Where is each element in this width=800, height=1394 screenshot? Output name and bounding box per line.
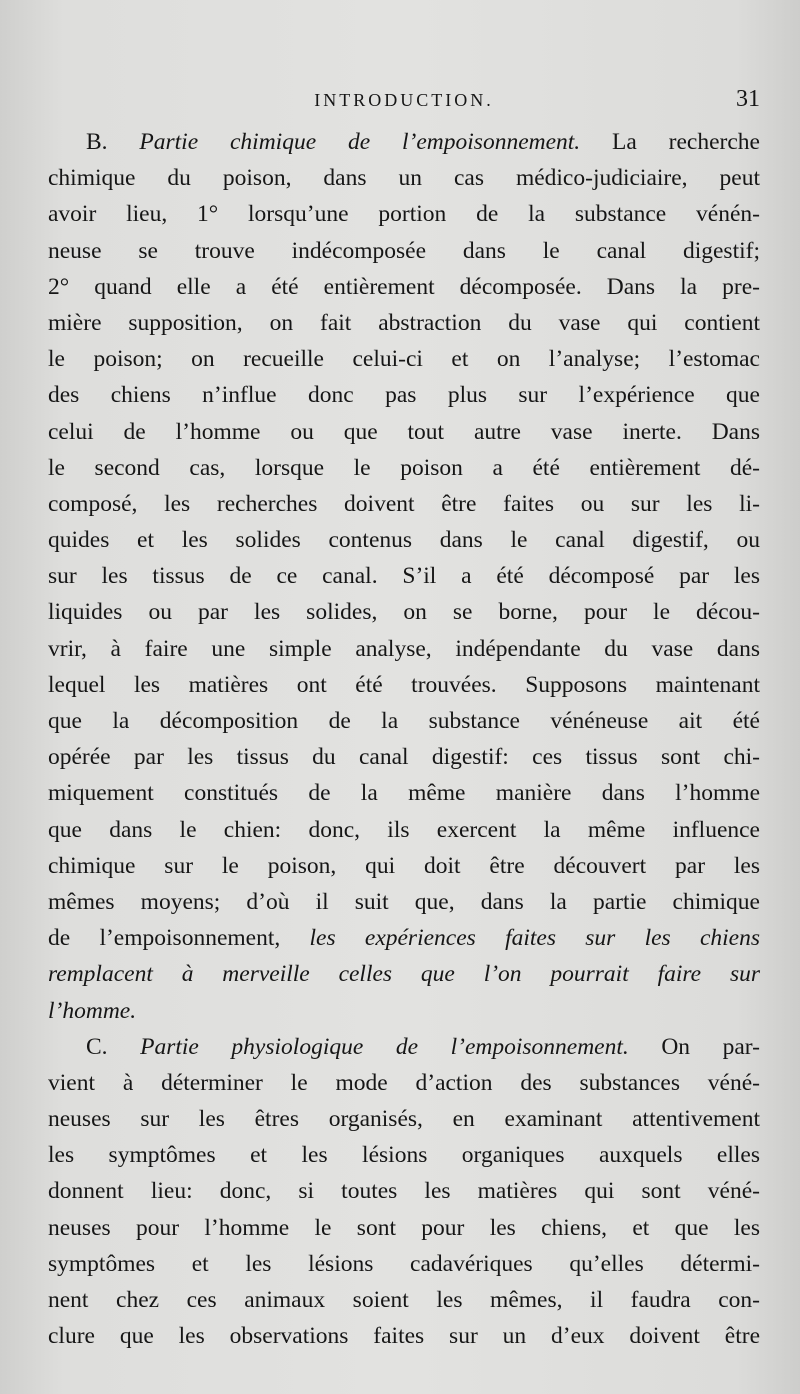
text-segment: donnent lieu: donc, si toutes les matières qui sont véné- (48, 1178, 760, 1205)
text-line (48, 1246, 760, 1282)
text-line (48, 341, 760, 377)
text-line (48, 993, 760, 1029)
text-segment: les symptômes et les lésions organiques auxquels elles (48, 1142, 760, 1169)
text-segment: clure que les observations faites sur un d’eux doivent être (48, 1323, 760, 1350)
text-segment: neuses pour l’homme le sont pour les chiens, et que les (48, 1214, 760, 1241)
text-line (48, 233, 760, 269)
italic-text: l’homme. (48, 997, 137, 1024)
text-segment: chimique du poison, dans un cas médico-judiciaire, peut (48, 165, 760, 192)
text-line (48, 884, 760, 920)
text-segment: mêmes moyens; d’où il suit que, dans la partie chimique (48, 888, 760, 915)
italic-text: les expériences faites sur les chiens (309, 925, 760, 952)
text-line (48, 956, 760, 992)
text-line (48, 450, 760, 486)
text-segment: nent chez ces animaux soient les mêmes, il faudra con- (48, 1287, 760, 1313)
text-line (48, 486, 760, 522)
text-segment: des chiens n’influe donc pas plus sur l’expérience que (48, 382, 760, 409)
text-segment: chimique sur le poison, qui doit être découvert par les (48, 852, 760, 879)
text-line (48, 920, 760, 956)
text-line (48, 1029, 760, 1065)
text-line (48, 305, 760, 341)
running-head (48, 86, 760, 116)
text-segment: opérée par les tissus du canal digestif: ces tissus sont chi- (48, 744, 760, 771)
text-line (48, 775, 760, 811)
text-segment: mière supposition, on fait abstraction du vase qui contient (48, 309, 760, 336)
text-segment: B. (86, 129, 140, 155)
text-segment: avoir lieu, 1° lorsqu’une portion de la substance vénén- (48, 201, 760, 228)
text-line (48, 377, 760, 413)
text-line (48, 522, 760, 558)
page-number: 31 (736, 86, 760, 112)
text-line (48, 1137, 760, 1173)
italic-text: Partie physiologique de l’empoisonnement. (140, 1033, 629, 1060)
text-line (48, 269, 760, 305)
text-line (48, 1065, 760, 1101)
text-segment: vrir, à faire une simple analyse, indépendante du vase dans (48, 635, 760, 662)
text-line (48, 667, 760, 703)
italic-text: remplacent à merveille celles que l’on pourrait faire sur (48, 961, 760, 988)
text-segment: sur les tissus de ce canal. S’il a été décomposé par les (48, 563, 760, 590)
text-segment: 2° quand elle a été entièrement décomposée. Dans la pre- (48, 273, 760, 300)
text-segment: quides et les solides contenus dans le canal digestif, ou (48, 527, 760, 554)
running-title: INTRODUCTION. (314, 90, 494, 110)
text-segment: La recherche (580, 129, 760, 155)
text-line (48, 812, 760, 848)
text-line (48, 1282, 760, 1318)
text-line (48, 160, 760, 196)
text-line (48, 703, 760, 739)
text-line (48, 124, 760, 160)
text-segment: neuse se trouve indécomposée dans le canal digestif; (48, 237, 760, 264)
text-line (48, 196, 760, 232)
text-line (48, 558, 760, 594)
text-line (48, 631, 760, 667)
text-line (48, 739, 760, 775)
text-line (48, 848, 760, 884)
text-segment: lequel les matières ont été trouvées. Supposons maintenant (48, 671, 760, 698)
text-line (48, 1173, 760, 1209)
text-segment: le second cas, lorsque le poison a été entièrement dé- (48, 454, 760, 481)
text-segment: neuses sur les êtres organisés, en examinant attentivement (48, 1106, 760, 1133)
text-line (48, 1210, 760, 1246)
text-line (48, 594, 760, 630)
text-segment: le poison; on recueille celui-ci et on l’analyse; l’estomac (48, 346, 760, 373)
text-segment: celui de l’homme ou que tout autre vase inerte. Dans (48, 418, 760, 445)
text-segment: liquides ou par les solides, on se borne, pour le décou- (48, 599, 760, 626)
text-line (48, 1101, 760, 1137)
text-segment: que dans le chien: donc, ils exercent la même influence (48, 816, 760, 843)
text-segment: composé, les recherches doivent être faites ou sur les li- (48, 490, 760, 517)
text-segment: On par- (628, 1033, 760, 1060)
body-text (48, 124, 760, 1354)
text-segment: que la décomposition de la substance vénéneuse ait été (48, 708, 760, 734)
text-segment: symptômes et les lésions cadavériques qu’elles détermi- (48, 1250, 760, 1277)
text-segment: C. (86, 1033, 141, 1060)
text-segment: miquement constitués de la même manière dans l’homme (48, 780, 760, 807)
text-segment: vient à déterminer le mode d’action des substances véné- (48, 1069, 760, 1096)
text-segment: de l’empoisonnement, (48, 925, 310, 952)
text-line (48, 414, 760, 450)
text-line (48, 1318, 760, 1354)
italic-text: Partie chimique de l’empoisonnement. (139, 129, 581, 155)
